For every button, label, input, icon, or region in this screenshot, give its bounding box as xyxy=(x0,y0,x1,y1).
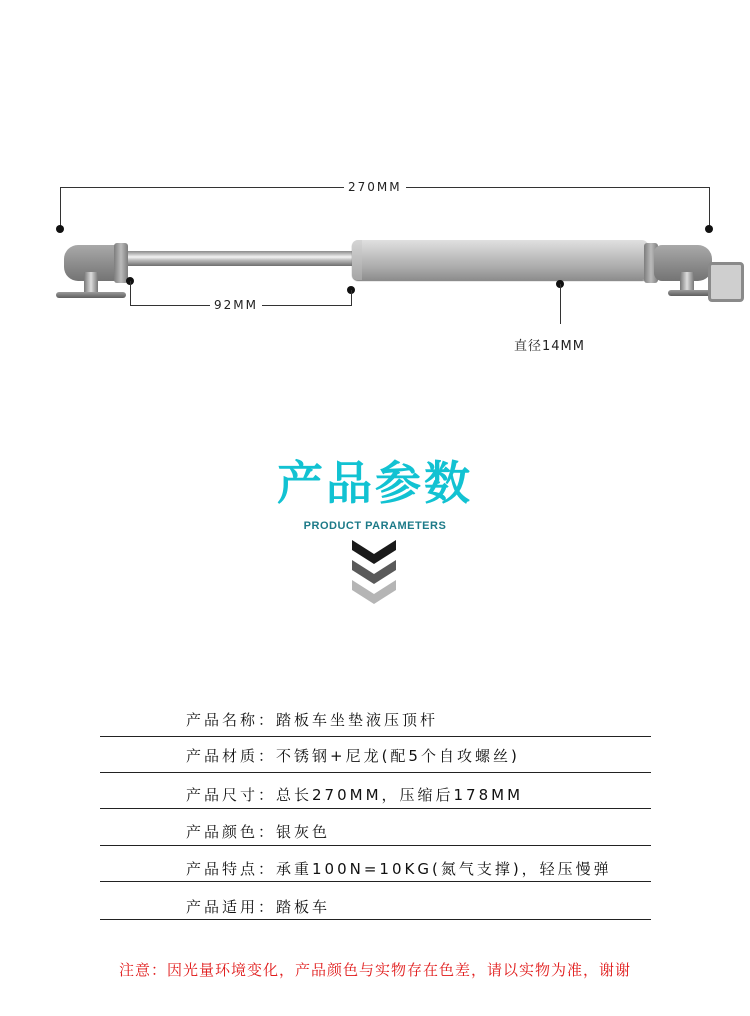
left-collar xyxy=(114,243,128,283)
divider xyxy=(100,919,651,920)
diameter-line xyxy=(560,284,561,324)
chevron-down-icon xyxy=(352,540,396,610)
total-length-right-dot xyxy=(705,225,713,233)
section-subtitle: PRODUCT PARAMETERS xyxy=(303,520,447,532)
stroke-left-tick xyxy=(130,281,131,305)
diameter-label: 直径14MM xyxy=(510,335,589,354)
total-length-label: 270MM xyxy=(344,180,406,194)
section-title: 产品参数 xyxy=(277,456,473,510)
left-mount-stem xyxy=(84,272,98,294)
divider xyxy=(100,881,651,882)
total-length-left-dot xyxy=(56,225,64,233)
divider xyxy=(100,772,651,773)
right-mount-bracket xyxy=(668,290,712,296)
param-feature: 产品特点：承重100N=10KG(氮气支撑)，轻压慢弹 xyxy=(186,860,612,878)
divider xyxy=(100,808,651,809)
total-length-right-tick xyxy=(709,187,710,229)
param-application: 产品适用：踏板车 xyxy=(186,898,331,916)
stroke-label: 92MM xyxy=(210,298,262,312)
right-mount-clip xyxy=(708,262,744,302)
divider xyxy=(100,845,651,846)
cylinder-tube-end xyxy=(352,240,362,280)
color-notice: 注意：因光量环境变化，产品颜色与实物存在色差，请以实物为准，谢谢 xyxy=(118,961,631,979)
param-color: 产品颜色：银灰色 xyxy=(186,823,331,841)
stroke-right-tick xyxy=(351,290,352,305)
param-size: 产品尺寸：总长270MM，压缩后178MM xyxy=(186,786,524,804)
left-mount-bracket xyxy=(56,292,126,298)
cylinder-tube xyxy=(352,240,648,280)
divider xyxy=(100,736,651,737)
piston-rod xyxy=(120,251,356,266)
param-material: 产品材质：不锈钢+尼龙(配5个自攻螺丝) xyxy=(186,747,520,765)
total-length-left-tick xyxy=(60,187,61,229)
param-name: 产品名称：踏板车坐垫液压顶杆 xyxy=(186,711,439,729)
